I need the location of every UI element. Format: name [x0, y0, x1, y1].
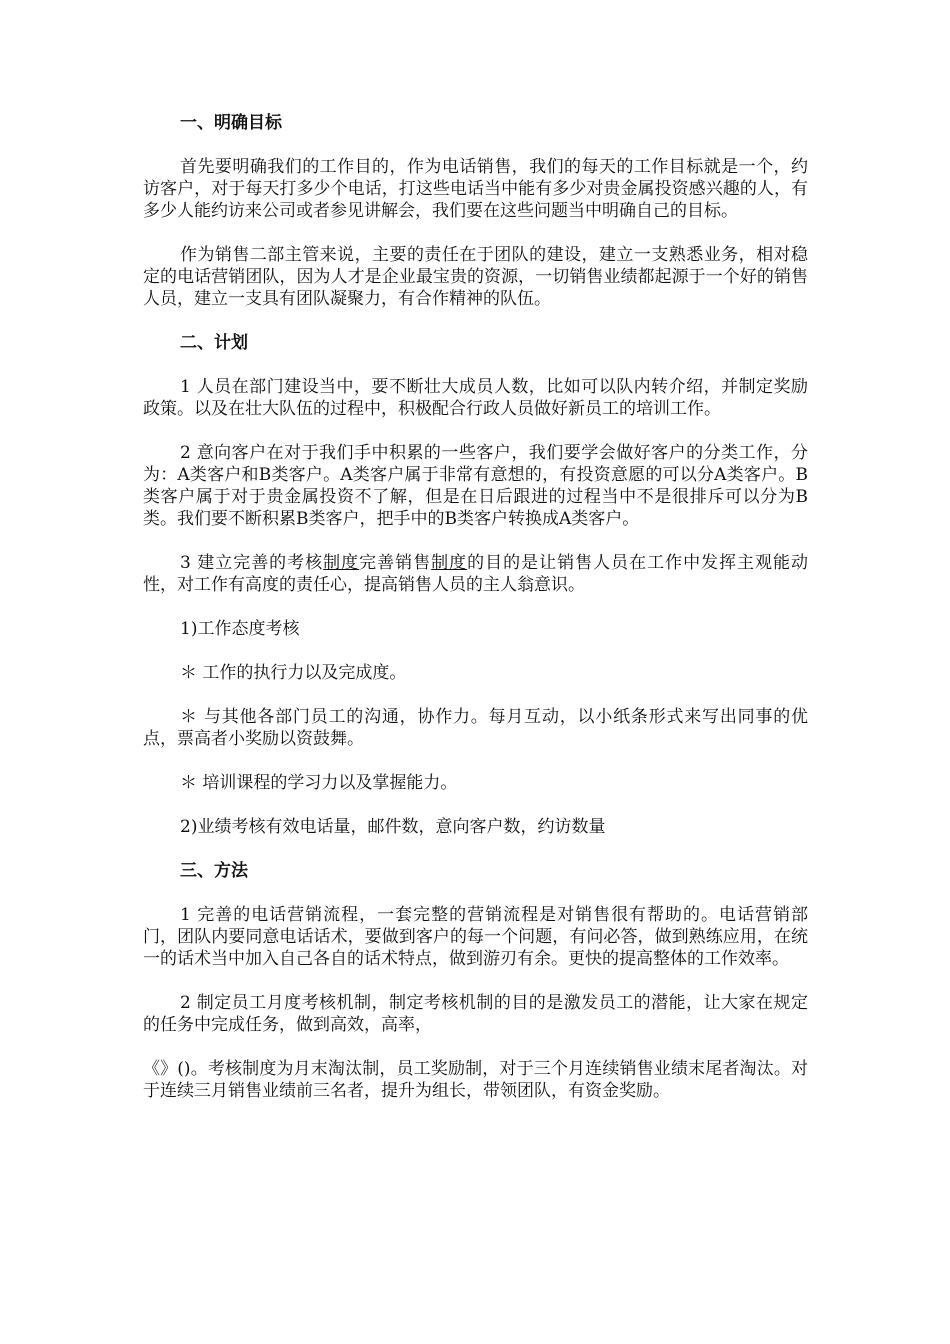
paragraph: 2 意向客户在对于我们手中积累的一些客户，我们要学会做好客户的分类工作，分为：A类客户和B类客户。A类客户属于非常有意想的，有投资意愿的可以分A类客户。B类客户属于对于贵金属投资不了解，但是在日后跟进的过程当中不是很排斥可以分为B类。我们要不断积累B类客户，把手中的B类客户转换成A类客户。 — [143, 443, 808, 529]
paragraph: 作为销售二部主管来说，主要的责任在于团队的建设，建立一支熟悉业务，相对稳定的电话营销团队，因为人才是企业最宝贵的资源，一切销售业绩都起源于一个好的销售人员，建立一支具有团队凝聚力，有合作精神的队伍。 — [143, 245, 808, 309]
paragraph-assessment — [143, 552, 808, 596]
section-heading-plan: 二、计划 — [180, 333, 248, 353]
document-body — [143, 112, 808, 1124]
list-item: ＊ 工作的执行力以及完成度。 — [180, 663, 407, 683]
section-heading-method: 三、方法 — [180, 861, 248, 881]
list-item: ＊ 与其他各部门员工的沟通，协作力。每月互动，以小纸条形式来写出同事的优点，票高者小奖励以资鼓舞。 — [143, 707, 808, 749]
list-item: 1)工作态度考核 — [180, 619, 300, 639]
paragraph: 首先要明确我们的工作目的，作为电话销售，我们的每天的工作目标就是一个，约访客户，对于每天打多少个电话，打这些电话当中能有多少对贵金属投资感兴趣的人，有多少人能约访来公司或者参见讲解会，我们要在这些问题当中明确自己的目标。 — [143, 157, 808, 221]
underlined-text: 制度 — [323, 553, 360, 573]
paragraph: 1 完善的电话营销流程，一套完整的营销流程是对销售很有帮助的。电话营销部门，团队内要同意电话话术，要做到客户的每一个问题，有问必答，做到熟练应用，在统一的话术当中加入自己各自的话术特点，做到游刃有余。更快的提高整体的工作效率。 — [143, 905, 808, 969]
text-run: 的目的是让销售人员在工作中发挥主观能动性，对工作有高度的责任心，提高销售人员的主人翁意识。 — [143, 553, 809, 595]
paragraph: 2 制定员工月度考核机制，制定考核机制的目的是激发员工的潜能，让大家在规定的任务中完成任务，做到高效，高率， — [143, 993, 808, 1035]
paragraph-tail: 《》()。考核制度为月末淘汰制，员工奖励制，对于三个月连续销售业绩末尾者淘汰。对于连续三月销售业绩前三名者，提升为组长，带领团队，有资金奖励。 — [143, 1059, 808, 1101]
section-heading-goals: 一、明确目标 — [180, 113, 282, 133]
list-item: ＊ 培训课程的学习力以及掌握能力。 — [180, 773, 458, 793]
text-run: 完善销售 — [359, 553, 432, 573]
list-item: 2)业绩考核有效电话量，邮件数，意向客户数，约访数量 — [180, 817, 606, 837]
text-run: 3 建立完善的考核 — [180, 553, 324, 573]
paragraph: 1 人员在部门建设当中，要不断壮大成员人数，比如可以队内转介绍，并制定奖励政策。以及在壮大队伍的过程中，积极配合行政人员做好新员工的培训工作。 — [143, 377, 808, 419]
underlined-text: 制度 — [431, 553, 468, 573]
